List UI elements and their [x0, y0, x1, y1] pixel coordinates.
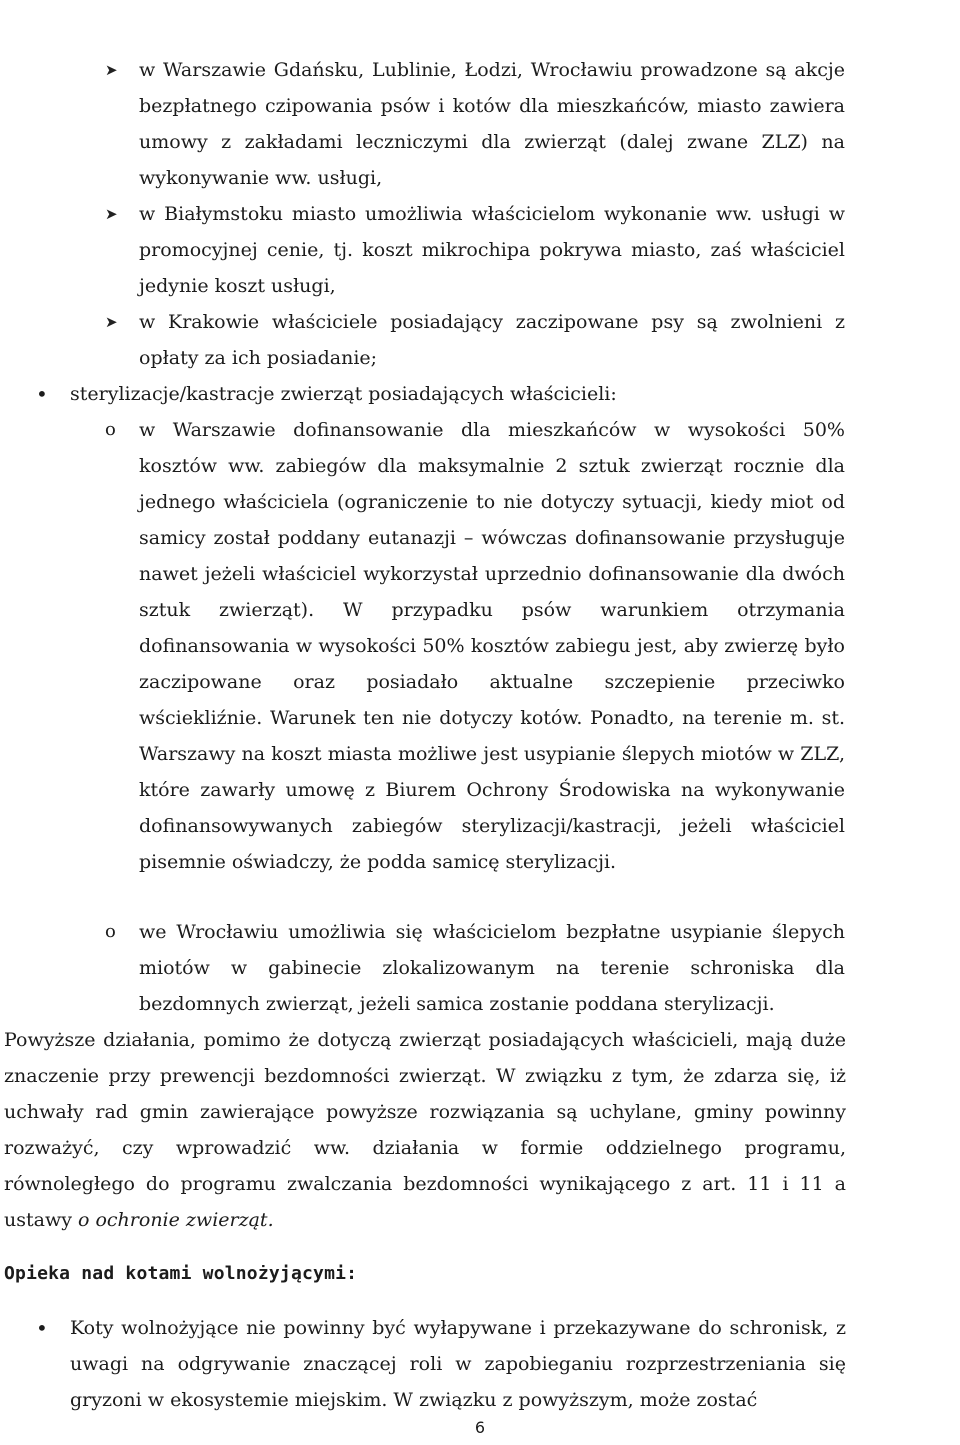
- arrow-bullet-icon: ➤: [105, 313, 118, 331]
- arrow-bullet-icon: ➤: [105, 205, 118, 223]
- sub-item-wroclaw: [105, 914, 845, 1022]
- bullet-item-text: sterylizacje/kastracje zwierząt posiadających właścicieli:: [70, 383, 617, 405]
- list-item-krakow: [105, 304, 845, 376]
- act-title: o ochronie zwierząt.: [78, 1209, 274, 1231]
- circle-bullet-icon: o: [105, 921, 116, 942]
- paragraph-main-text: Powyższe działania, pomimo że dotyczą zwierząt posiadających właścicieli, mają duże znaczenie przy prewencji bezdomności zwierząt. W związku z tym, że zdarza się, iż uchwały rad gmin zawierające powyższe rozwiązania są uchylane, gminy powinny rozważyć, czy wprowadzić ww. działania w formie oddzielnego programu, równoległego do programu zwalczania bezdomności wynikającego z art. 11 i 11 a ustawy: [4, 1029, 846, 1231]
- arrow-bullet-icon: ➤: [105, 61, 118, 79]
- bullet-icon: •: [36, 382, 48, 406]
- sub-item-warszawa-dofinansowanie: [105, 412, 845, 880]
- bullet-item-koty: [36, 1310, 846, 1418]
- list-item-text: w Krakowie właściciele posiadający zaczipowane psy są zwolnieni z opłaty za ich posiadanie;: [139, 311, 845, 369]
- bullet-item-sterylizacje: [36, 376, 846, 412]
- circle-bullet-icon: o: [105, 419, 116, 440]
- body-paragraph: [4, 1022, 846, 1238]
- list-item-warszawa-czipowanie: [105, 52, 845, 196]
- section-heading: Opieka nad kotami wolnożyjącymi:: [4, 1263, 358, 1284]
- sub-item-text: w Warszawie dofinansowanie dla mieszkańców w wysokości 50% kosztów ww. zabiegów dla maksymalnie 2 sztuk zwierząt rocznie dla jednego właściciela (ograniczenie to nie dotyczy sytuacji, kiedy miot od samicy został poddany eutanazji – wówczas dofinansowanie przysługuje nawet jeżeli właściciel wykorzystał uprzednio dofinansowanie dla dwóch sztuk zwierząt). W przypadku psów warunkiem otrzymania dofinansowania w wysokości 50% kosztów zabiegu jest, aby zwierzę było zaczipowane oraz posiadało aktualne szczepienie przeciwko wściekliźnie. Warunek ten nie dotyczy kotów. Ponadto, na terenie m. st. Warszawy na koszt miasta możliwe jest usypianie ślepych miotów w ZLZ, które zawarły umowę z Biurem Ochrony Środowiska na wykonywanie dofinansowywanych zabiegów sterylizacji/kastracji, jeżeli właściciel pisemnie oświadczy, że podda samicę sterylizacji.: [139, 419, 845, 873]
- list-item-text: w Warszawie Gdańsku, Lublinie, Łodzi, Wrocławiu prowadzone są akcje bezpłatnego czipowania psów i kotów dla mieszkańców, miasto zawiera umowy z zakładami leczniczymi dla zwierząt (dalej zwane ZLZ) na wykonywanie ww. usługi,: [139, 59, 845, 189]
- list-item-text: w Białymstoku miasto umożliwia właścicielom wykonanie ww. usługi w promocyjnej cenie, tj. koszt mikrochipa pokrywa miasto, zaś właściciel jedynie koszt usługi,: [139, 203, 845, 297]
- paragraph-text: [4, 1022, 846, 1238]
- page-number: 6: [474, 1418, 486, 1437]
- bullet-icon: •: [36, 1316, 48, 1340]
- sub-item-text: we Wrocławiu umożliwia się właścicielom bezpłatne usypianie ślepych miotów w gabinecie zlokalizowanym na terenie schroniska dla bezdomnych zwierząt, jeżeli samica zostanie poddana sterylizacji.: [139, 921, 845, 1015]
- list-item-bialystok: [105, 196, 845, 304]
- bullet-item-text: Koty wolnożyjące nie powinny być wyłapywane i przekazywane do schronisk, z uwagi na odgrywanie znaczącej roli w zapobieganiu rozprzestrzeniania się gryzoni w ekosystemie miejskim. W związku z powyższym, może zostać: [70, 1317, 846, 1411]
